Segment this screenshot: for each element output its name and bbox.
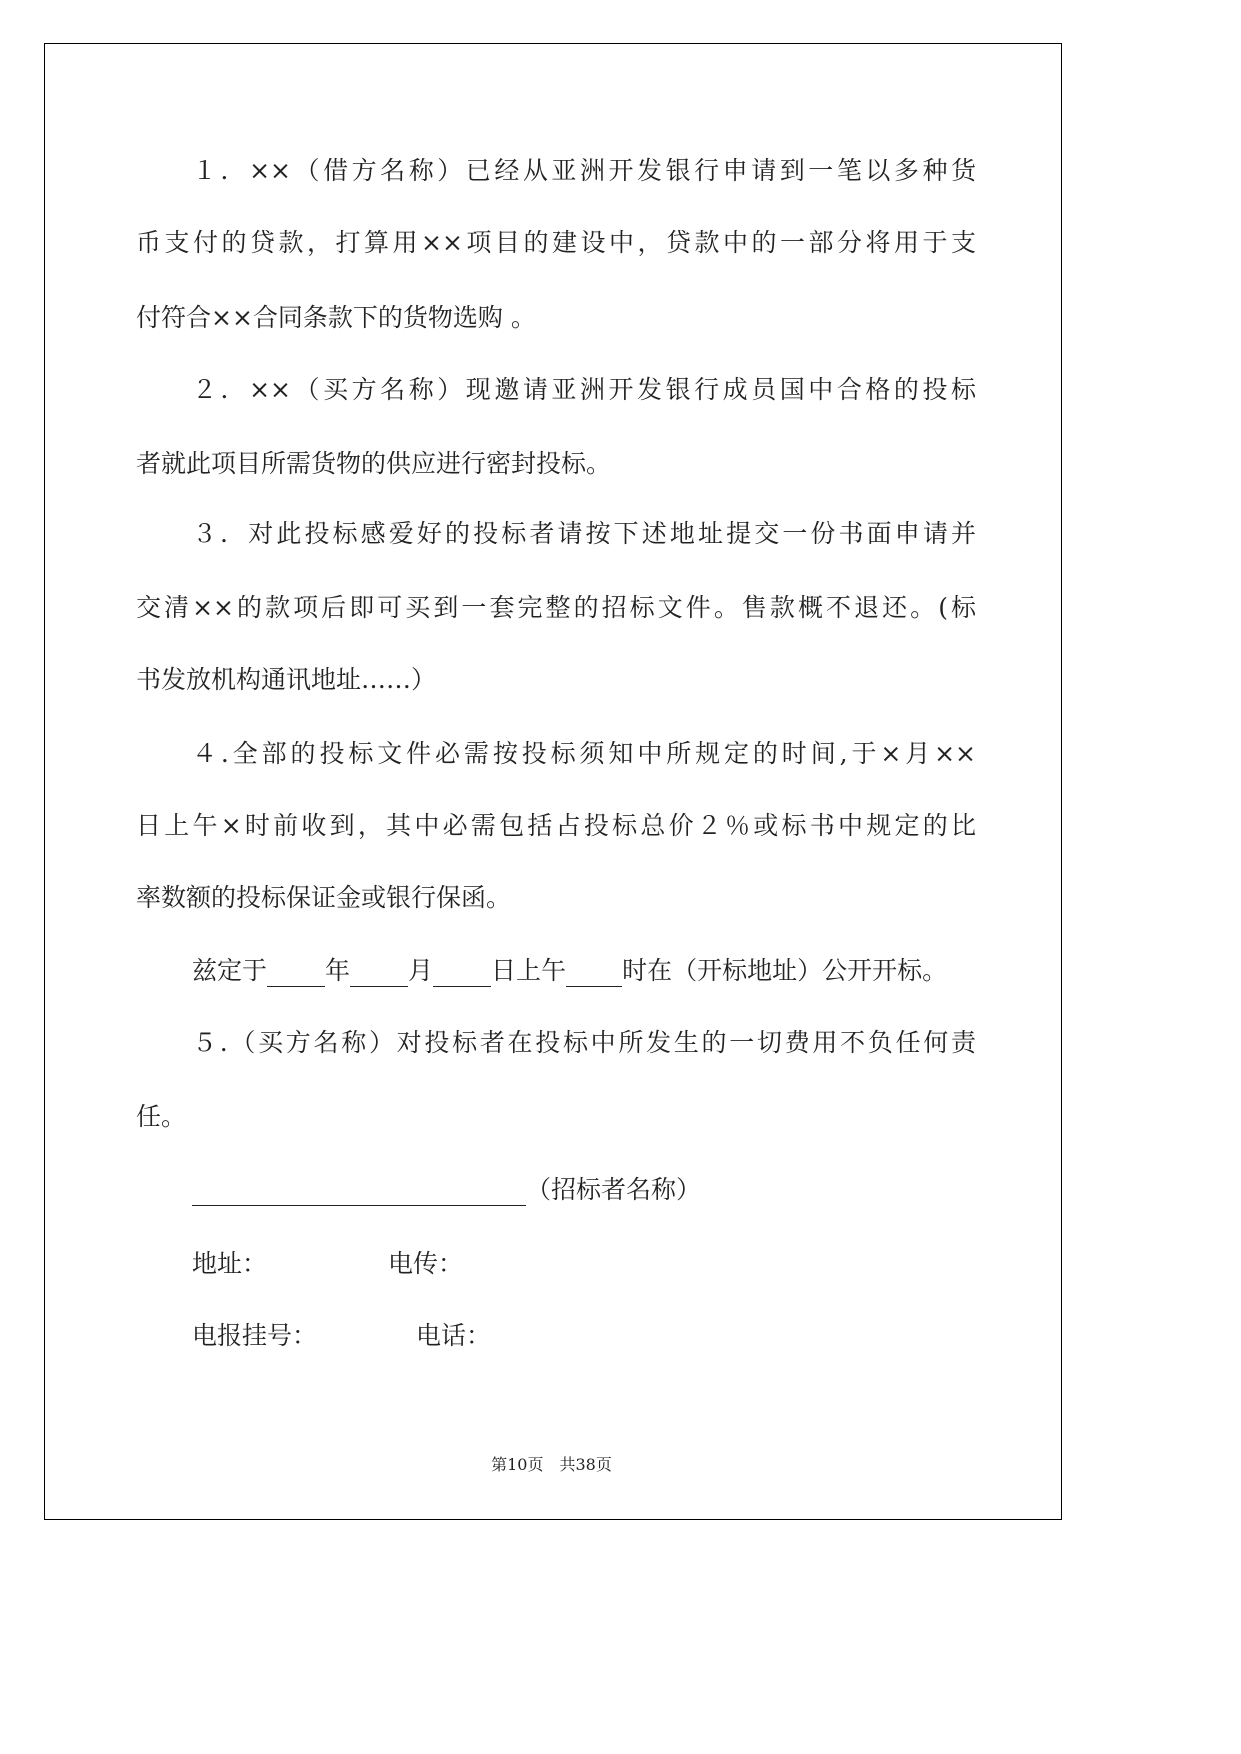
- p4-line2: 日上午×时前收到，其中必需包括占投标总价２％或标书中规定的比: [136, 811, 976, 840]
- p3-line3: 书发放机构通讯地址……）: [136, 665, 437, 694]
- address-label: 地址：: [192, 1249, 268, 1278]
- p4-line3: 率数额的投标保证金或银行保函。: [136, 883, 512, 912]
- fax-label: 电传：: [388, 1249, 464, 1278]
- telegraph-label: 电报挂号：: [192, 1321, 318, 1350]
- telegraph-row: [192, 1320, 892, 1352]
- p5-line1: ５.（买方名称）对投标者在投标中所发生的一切费用不负任何责: [192, 1028, 976, 1057]
- address-row: [192, 1248, 892, 1280]
- page-border: [44, 43, 1062, 1520]
- day-blank: [433, 962, 491, 987]
- p1-line1: １．××（借方名称）已经从亚洲开发银行申请到一笔以多种货: [192, 156, 976, 185]
- opening-line: [192, 955, 992, 987]
- p5-line2: 任。: [136, 1102, 187, 1131]
- page-number: 第10页 共38页: [491, 1455, 612, 1474]
- hour-blank: [566, 962, 622, 987]
- opening-month: 月: [408, 956, 434, 985]
- tenderer-name-blank: [192, 1181, 526, 1206]
- opening-hour: 时在（开标地址）公开开标。: [622, 956, 948, 985]
- p3-line1: ３．对此投标感爱好的投标者请按下述地址提交一份书面申请并: [192, 519, 976, 548]
- p3-line2: 交清××的款项后即可买到一套完整的招标文件。售款概不退还。(标: [136, 593, 976, 622]
- opening-day: 日上午: [491, 956, 567, 985]
- opening-year: 年: [325, 956, 351, 985]
- p1-line2: 币支付的贷款，打算用××项目的建设中，贷款中的一部分将用于支: [136, 228, 976, 257]
- phone-label: 电话：: [416, 1321, 492, 1350]
- opening-prefix: 兹定于: [192, 956, 268, 985]
- tenderer-name-label: （招标者名称）: [526, 1175, 702, 1204]
- year-blank: [267, 962, 325, 987]
- tenderer-name-line: [192, 1174, 892, 1206]
- p4-line1: ４.全部的投标文件必需按投标须知中所规定的时间,于×月××: [192, 739, 976, 768]
- p2-line1: ２．××（买方名称）现邀请亚洲开发银行成员国中合格的投标: [192, 375, 976, 404]
- p2-line2: 者就此项目所需货物的供应进行密封投标。: [136, 449, 612, 478]
- month-blank: [350, 962, 408, 987]
- p1-line3: 付符合××合同条款下的货物选购 。: [136, 303, 536, 332]
